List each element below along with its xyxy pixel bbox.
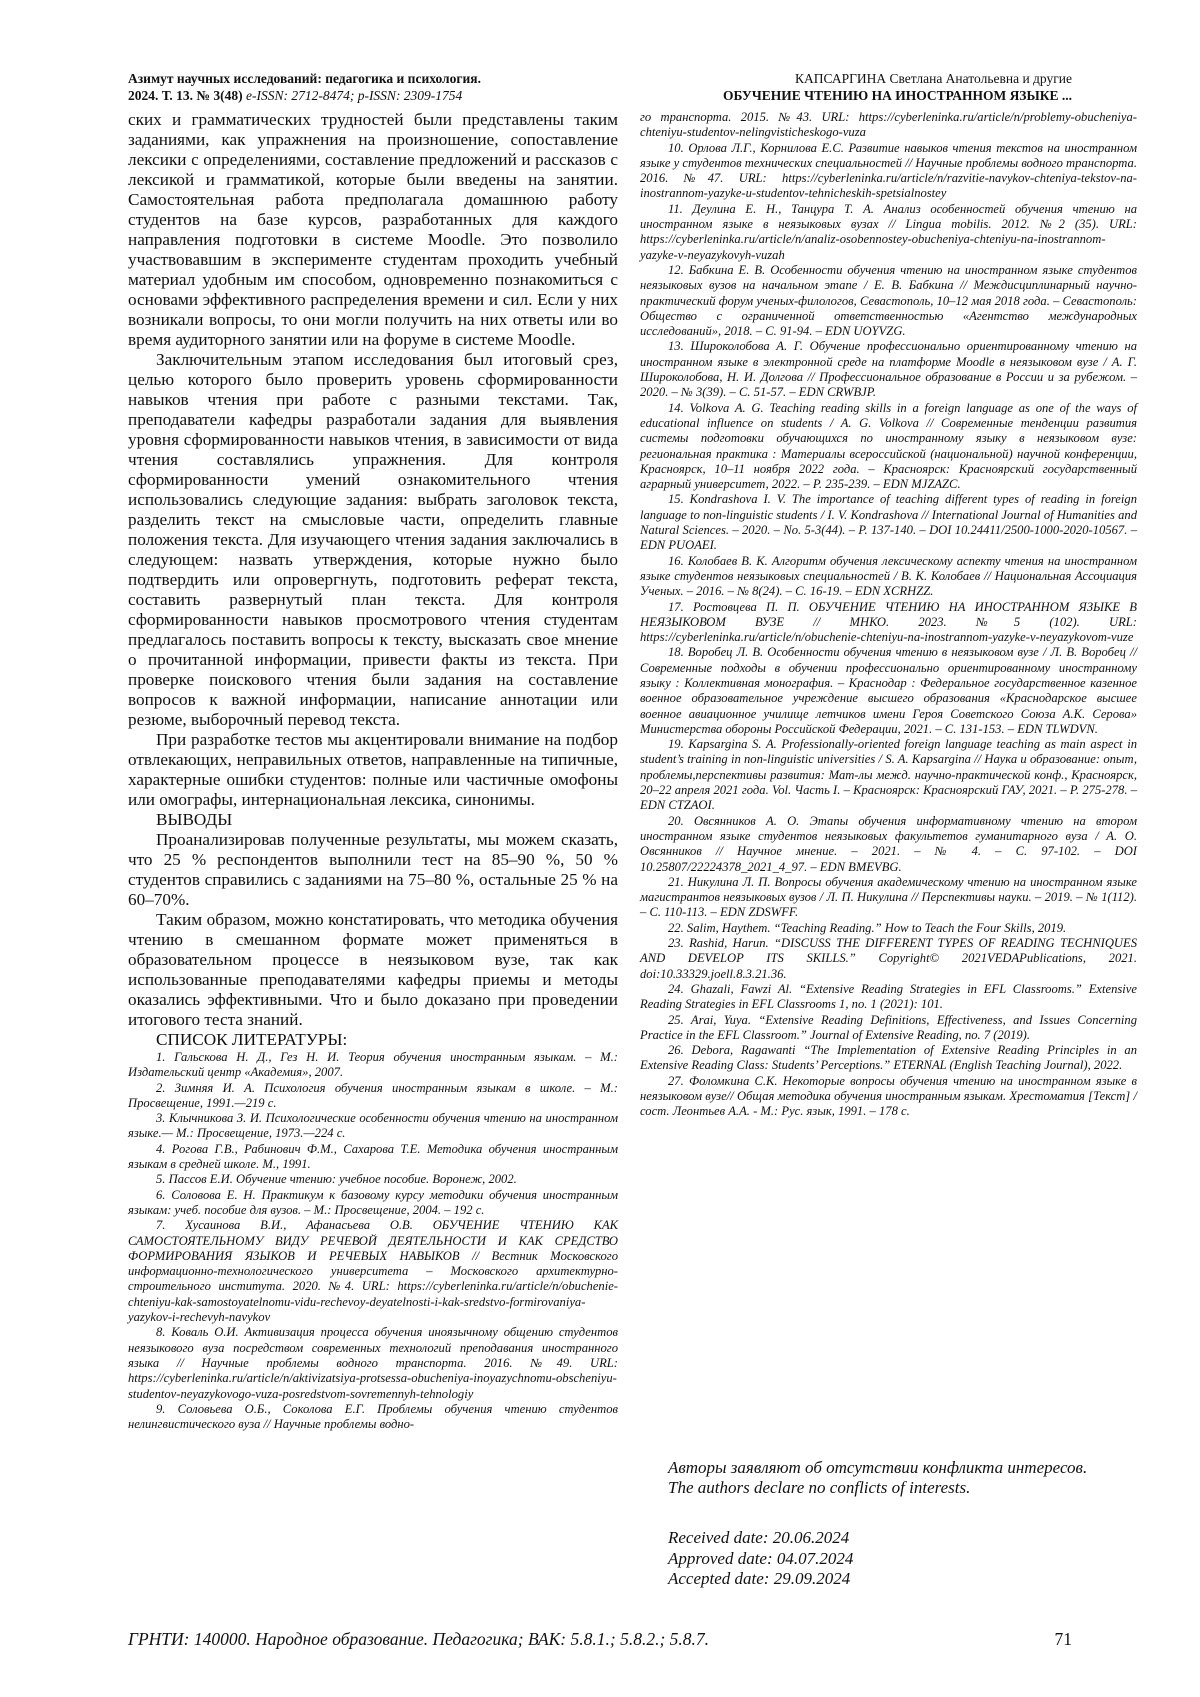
reference-item: 7. Хусаинова В.И., Афанасьева О.В. ОБУЧЕНИЕ ЧТЕНИЮ КАК САМОСТОЯТЕЛЬНОМУ ВИДУ РЕЧЕВОЙ ДЕЯТЕЛЬНОСТИ И КАК СРЕДСТВО ФОРМИРОВАНИЯ ЯЗЫКОВ И РЕЧЕВЫХ НАВЫКОВ // Вестник Московского информационно-технологического университета – Московского архитектурно-строительного института. 2020. №4. URL: https://cyberleninka.ru/article/n/obuchenie-chteniyu-kak-samostoyatelnomu-vidu-rechevoy-deyatelnosti-i-kak-sredstvo-formirovaniya-yazykov-i-rechevyh-navykov (128, 1218, 618, 1325)
declaration-ru: Авторы заявляют об отсутствии конфликта интересов. (668, 1458, 1088, 1477)
reference-item: 20. Овсянников А. О. Этапы обучения информативному чтению на втором иностранном языке студентов неязыковых факультетов гуманитарного вуза / А. О. Овсянников // Научное мнение. – 2021. – № 4. – С. 97-102. – DOI 10.25807/22224378_2021_4_97. – EDN BMEVBG. (640, 813, 1137, 874)
reference-item: 13. Широколобова А. Г. Обучение профессионально ориентированному чтению на иностранном языке в электронной среде на платформе Moodle в неязыковом вузе / А. Г. Широколобова, Н. И. Долгова // Профессиональное образование в России и за рубежом. – 2020. – № 3(39). – С. 51-57. – EDN CRWBJP. (640, 339, 1137, 400)
article-dates (668, 1528, 853, 1590)
references-heading: СПИСОК ЛИТЕРАТУРЫ: (156, 1030, 348, 1049)
running-header (128, 70, 1072, 106)
paragraph-4: Проанализировав полученные результаты, мы можем сказать, что 25 % респондентов выполнили тест на 85–90 %, 50 % студентов справились с заданиями на 75–80 %, остальные 25 % на 60–70%. (128, 830, 618, 909)
declaration-en: The authors declare no conflicts of interests. (668, 1478, 971, 1497)
reference-item: 17. Ростовцева П. П. ОБУЧЕНИЕ ЧТЕНИЮ НА ИНОСТРАННОМ ЯЗЫКЕ В НЕЯЗЫКОВОМ ВУЗЕ // МНКО. 2023. №5 (102). URL: https://cyberleninka.ru/article/n/obuchenie-chteniyu-na-inostrannom-yazyke-v-neyazykovom-vuze (640, 599, 1137, 645)
article-authors: КАПСАРГИНА Светлана Анатольевна и другие (794, 71, 1072, 86)
conclusions-heading: ВЫВОДЫ (156, 810, 233, 829)
accepted-date: Accepted date: 29.09.2024 (668, 1569, 851, 1588)
reference-item: 21. Никулина Л. П. Вопросы обучения академическому чтению на иностранном языке магистрантов неязыковых вузов / Л. П. Никулина // Перспективы науки. – 2019. – № 1(112). – С. 110-113. – EDN ZDSWFF. (640, 874, 1137, 920)
reference-continuation: го транспорта. 2015. №43. URL: https://cyberleninka.ru/article/n/problemy-obucheniya-chteniyu-studentov-nelingvisticheskogo-vuza (640, 110, 1137, 140)
reference-item: 19. Kapsargina S. A. Professionally-oriented foreign language teaching as main aspect in student’s training in non-linguistic universities / S. A. Kapsargina // Наука и образование: опыт, проблемы,перспективы развития: Мат-лы межд. научно-практической конф., Красноярск, 20–22 апреля 2021 года. Vol. Часть I. – Красноярск: Красноярский ГАУ, 2021. – P. 275-278. – EDN CTZAOI. (640, 737, 1137, 813)
journal-title: Азимут научных исследований: педагогика и психология. (128, 71, 481, 86)
running-footer (128, 1629, 1072, 1651)
page-number: 71 (1054, 1629, 1072, 1649)
journal-issue: 2024. Т. 13. № 3(48) (128, 88, 243, 103)
reference-item: 27. Фоломкина С.К. Некоторые вопросы обучения чтению на иностранном языке в неязыковом вузе// Общая методика обучения иностранным языкам. Хрестоматия [Текст] /сост. Леонтьев А.А. - М.: Рус. язык, 1991. – 178 с. (640, 1073, 1137, 1119)
reference-item: 6. Соловова Е. Н. Практикум к базовому курсу методики обучения иностранным языкам: учеб. пособие для вузов. – М.: Просвещение, 2004. – 192 с. (128, 1187, 618, 1217)
reference-item: 22. Salim, Haythem. “Teaching Reading.” How to Teach the Four Skills, 2019. (668, 920, 1067, 935)
left-column (128, 110, 618, 1432)
right-column (640, 110, 1137, 1120)
references-list-left (128, 1050, 618, 1432)
reference-item: 25. Arai, Yuya. “Extensive Reading Definitions, Effectiveness, and Issues Concerning Practice in the EFL Classroom.” Journal of Extensive Reading, no. 7 (2019). (640, 1012, 1137, 1042)
reference-item: 8. Коваль О.И. Активизация процесса обучения иноязычному общению студентов неязыкового вуза посредством современных технологий преподавания иностранного языка // Научные проблемы водного транспорта. 2016. №49. URL: https://cyberleninka.ru/article/n/aktivizatsiya-protsessa-obucheniya-inoyazychnomu-obscheniyu-studentov-neyazykovogo-vuza-posredstvom-sovremennyh-tehnologiy (128, 1325, 618, 1401)
reference-item: 1. Гальскова Н. Д., Гез Н. И. Теория обучения иностранным языкам. – М.: Издательский центр «Академия», 2007. (128, 1050, 618, 1080)
reference-item: 18. Воробец Л. В. Особенности обучения чтению в неязыковом вузе / Л. В. Воробец // Современные подходы в обучении профессионально ориентированному иностранному языку : Коллективная монография. – Краснодар : Федеральное государственное казенное военное образовательное учреждение высшего образования «Краснодарское высшее военное авиационное училище летчиков имени Героя Советского Союза А.К. Серова» Министерства обороны Российской Федерации, 2021. – С. 131-153. – EDN TLWDVN. (640, 645, 1137, 736)
classifiers: ГРНТИ: 140000. Народное образование. Педагогика; ВАК: 5.8.1.; 5.8.2.; 5.8.7. (128, 1629, 710, 1649)
paragraph-1: ских и грамматических трудностей были представлены таким заданиями, как упражнения на произношение, сопоставление лексики с определениями, составление предложений и рассказов с лексикой и грамматикой, которые были введены на занятии. Самостоятельная работа предполагала домашнюю работу студентов на базе курсов, разработанных для каждого направления подготовки в системе Moodle. Это позволило участвовавшим в эксперименте студентам проходить учебный материал удобным им способом, одновременно познакомиться с основами эффективного распределения времени и сил. Если у них возникали вопросы, то они могли получить на них ответы или во время аудиторного занятии или на форуме в системе Moodle. (128, 110, 618, 349)
paragraph-5: Таким образом, можно констатировать, что методика обучения чтению в смешанном формате может применяться в образовательном процессе в неязыковом вузе, так как использованные преподавателями кафедры приемы и методы оказались эффективными. Что и было доказано при проведении итогового теста знаний. (128, 910, 618, 1029)
approved-date: Approved date: 04.07.2024 (668, 1548, 854, 1568)
reference-item: 26. Debora, Ragawanti “The Implementation of Extensive Reading Principles in an Extensive Reading Class: Students’ Perceptions.” ETERNAL (English Teaching Journal), 2022. (640, 1043, 1137, 1073)
reference-item: 3. Клычникова З. И. Психологические особенности обучения чтению на иностранном языке.— М.: Просвещение, 1973.—224 с. (128, 1111, 618, 1141)
reference-item: 14. Volkova A. G. Teaching reading skills in a foreign language as one of the ways of educational influence on students / A. G. Volkova // Современные тенденции развития системы подготовки обучающихся по иностранному языку в неязыковом вузе: региональная практика : Материалы всероссийской (национальной) научной конференции, Красноярск, 10–11 ноября 2022 года. – Красноярск: Красноярский государственный аграрный университет, 2022. – P. 235-239. – EDN MJZAZC. (640, 400, 1137, 492)
journal-info (128, 70, 481, 104)
reference-item: 12. Бабкина Е. В. Особенности обучения чтению на иностранном языке студентов неязыковых вузов на начальном этапе / Е. В. Бабкина // Междисциплинарный научно-практический форум ученых-филологов, Севастополь, 10–12 мая 2018 года. – Севастополь: Общество с ограниченной ответственностью «Агентство международных исследований», 2018. – С. 91-94. – EDN UOYVZG. (640, 262, 1137, 339)
reference-item: 24. Ghazali, Fawzi Al. “Extensive Reading Strategies in EFL Classrooms.” Extensive Reading Strategies in EFL Classrooms 1, no. 1 (2021): 101. (640, 981, 1137, 1012)
journal-issn: e-ISSN: 2712-8474; p-ISSN: 2309-1754 (242, 88, 463, 103)
reference-item: 15. Kondrashova I. V. The importance of teaching different types of reading in foreign language to non-linguistic students / I. V. Kondrashova // International Journal of Humanities and Natural Sciences. – 2020. – No. 5-3(44). – P. 137-140. – DOI 10.24411/2500-1000-2020-10567. – EDN PUOAEI. (640, 492, 1137, 553)
reference-item: 23. Rashid, Harun. “DISCUSS THE DIFFERENT TYPES OF READING TECHNIQUES AND DEVELOP ITS SKILLS.” Copyright© 2021VEDAPublications, 2021. doi:10.33329.joell.8.3.21.36. (640, 936, 1137, 981)
reference-item: 4. Рогова Г.В., Рабинович Ф.М., Сахарова Т.Е. Методика обучения иностранным языкам в средней школе. М., 1991. (128, 1141, 618, 1172)
paragraph-3: При разработке тестов мы акцентировали внимание на подбор отвлекающих, неправильных ответов, направленные на типичные, характерные ошибки студентов: полные или частичные омофоны или омографы, интернациональная лексика, синонимы. (128, 730, 618, 809)
article-info (723, 70, 1072, 104)
conflict-declaration (640, 1458, 1137, 1498)
reference-item: 16. Колобаев В. К. Алгоритм обучения лексическому аспекту чтения на иностранном языке студентов неязыковых специальностей / В. К. Колобаев // Национальная Ассоциация Ученых. – 2016. – № 8(24). – С. 16-19. – EDN XCRHZZ. (640, 553, 1137, 599)
paragraph-2: Заключительным этапом исследования был итоговый срез, целью которого было проверить уровень сформированности навыков чтения при работе с разными текстами. Так, преподаватели кафедры разработали задания для выявления уровня сформированности навыков чтения, в зависимости от вида чтения составлялись упражнения. Для контроля сформированности умений ознакомительного чтения использовались следующие задания: выбрать заголовок текста, разделить текст на смысловые части, определить главные положения текста. Для изучающего чтения задания заключались в следующем: назвать утверждения, которые нужно было подтвердить или опровергнуть, подготовить реферат текста, составить развернутый план текста. Для контроля сформированности навыков просмотрового чтения студентам предлагалось поставить вопросы к тексту, высказать свое мнение о прочитанной информации, привести факты из текста. При проверке поискового чтения были задания на составление вопросов к важной информации, написание аннотации или резюме, выборочный перевод текста. (128, 350, 618, 729)
reference-item: 2. Зимняя И. А. Психология обучения иностранным языкам в школе. – М.: Просвещение, 1991.—219 с. (128, 1080, 618, 1110)
reference-item: 5. Пассов Е.И. Обучение чтению: учебное пособие. Воронеж, 2002. (156, 1172, 517, 1187)
reference-item: 9. Соловьева О.Б., Соколова Е.Г. Проблемы обучения чтению студентов нелингвистического вуза // Научные проблемы водно- (128, 1401, 618, 1432)
received-date: Received date: 20.06.2024 (668, 1528, 850, 1547)
reference-item: 10. Орлова Л.Г., Корнилова Е.С. Развитие навыков чтения текстов на иностранном языке у студентов технических специальностей // Научные проблемы водного транспорта. 2016. №47. URL: https://cyberleninka.ru/article/n/razvitie-navykov-chteniya-tekstov-na-inostrannom-yazyke-u-studentov-tehnicheskih-spetsialnostey (640, 140, 1137, 201)
article-title: ОБУЧЕНИЕ ЧТЕНИЮ НА ИНОСТРАННОМ ЯЗЫКЕ ... (722, 88, 1072, 103)
reference-item: 11. Деулина Е. Н., Танцура Т. А. Анализ особенностей обучения чтению на иностранном языке в неязыковых вузах // Lingua mobilis. 2012. №2 (35). URL: https://cyberleninka.ru/article/n/analiz-osobennostey-obucheniya-chteniyu-na-inostrannom-yazyke-v-neyazykovyh-vuzah (640, 201, 1137, 262)
